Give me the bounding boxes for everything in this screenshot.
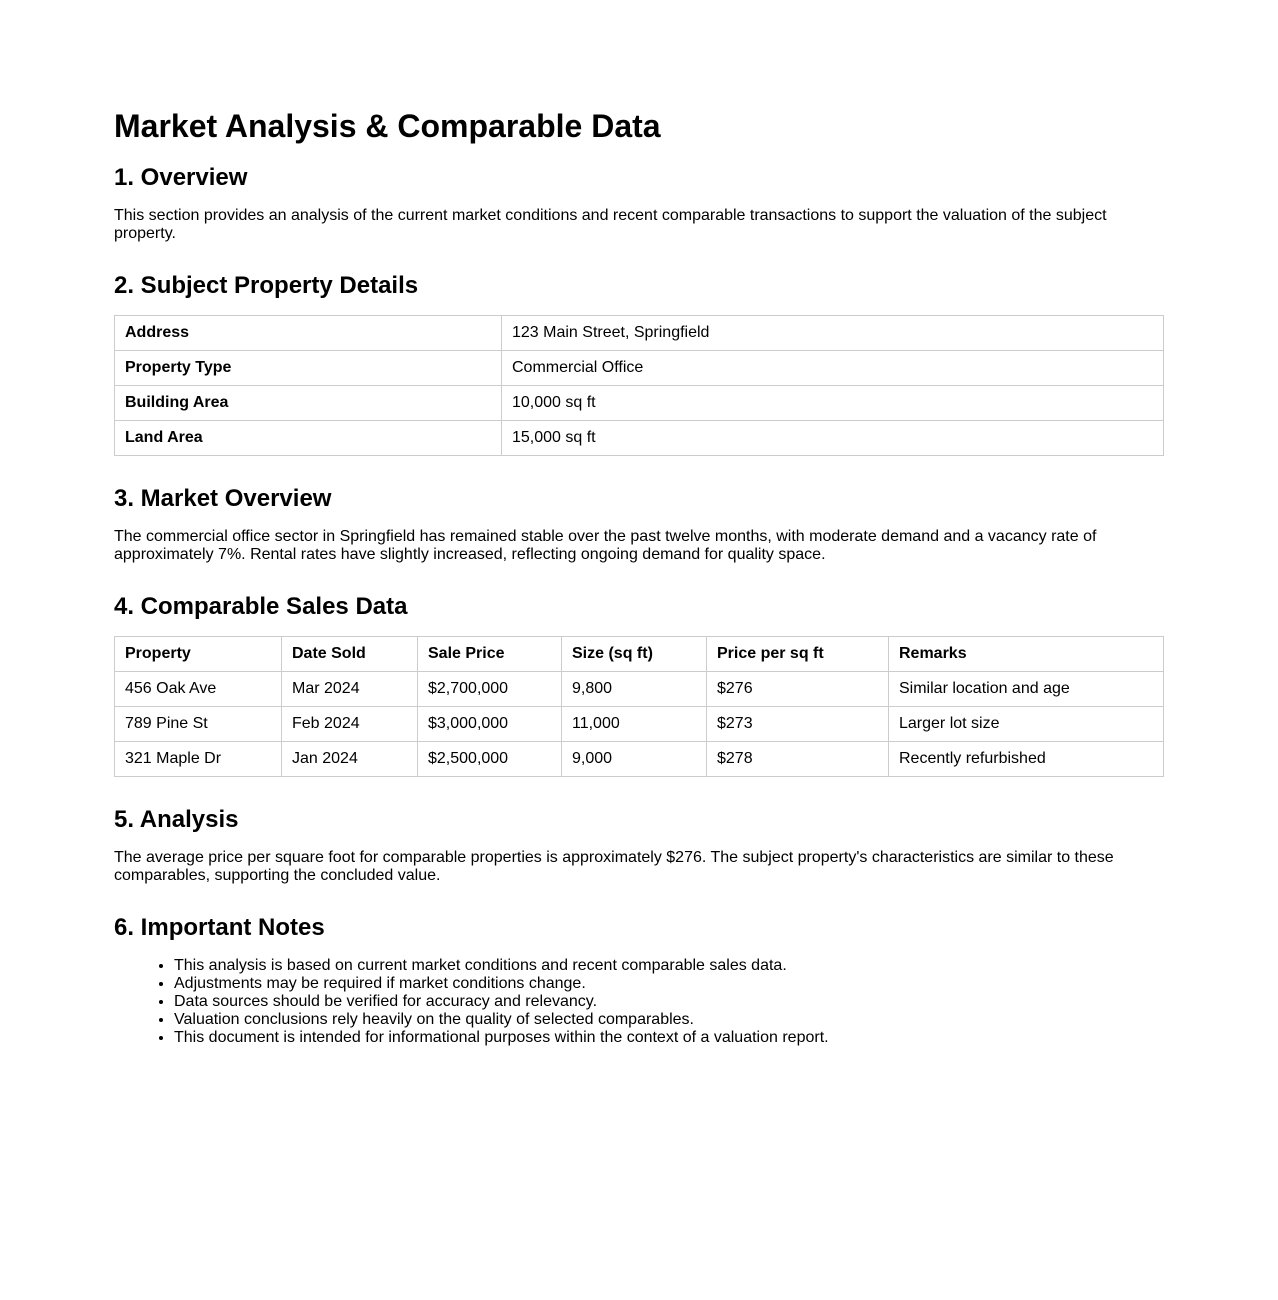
list-item: • This document is intended for informational purposes within the context of a valuation report. bbox=[174, 1029, 1164, 1047]
table-cell: $278 bbox=[707, 742, 889, 777]
subject-heading: 2. Subject Property Details bbox=[114, 272, 419, 299]
address-label: Address bbox=[115, 316, 502, 351]
column-header: Remarks bbox=[889, 637, 1164, 672]
land-area-value: 15,000 sq ft bbox=[502, 421, 1164, 456]
market-text: The commercial office sector in Springfield has remained stable over the past twelve months, with moderate demand and a vacancy rate of approximately 7%. Rental rates have slightly increased, reflecting ongoing demand for quality space. bbox=[114, 528, 1097, 563]
table-cell: $2,500,000 bbox=[418, 742, 562, 777]
table-row bbox=[115, 707, 1164, 742]
comparables-heading: 4. Comparable Sales Data bbox=[114, 593, 408, 620]
table-header-row bbox=[115, 637, 1164, 672]
table-row bbox=[115, 421, 1164, 456]
table-cell: 11,000 bbox=[562, 707, 707, 742]
notes-list bbox=[114, 957, 1164, 1047]
table-cell: $276 bbox=[707, 672, 889, 707]
land-area-label: Land Area bbox=[115, 421, 502, 456]
page-title: Market Analysis & Comparable Data bbox=[114, 108, 661, 144]
column-header: Price per sq ft bbox=[707, 637, 889, 672]
table-cell: Larger lot size bbox=[889, 707, 1164, 742]
list-item: • Valuation conclusions rely heavily on the quality of selected comparables. bbox=[174, 1011, 1164, 1029]
table-cell: Feb 2024 bbox=[282, 707, 418, 742]
table-row bbox=[115, 742, 1164, 777]
column-header: Date Sold bbox=[282, 637, 418, 672]
table-cell: Similar location and age bbox=[889, 672, 1164, 707]
building-area-value: 10,000 sq ft bbox=[502, 386, 1164, 421]
table-cell: Mar 2024 bbox=[282, 672, 418, 707]
column-header: Sale Price bbox=[418, 637, 562, 672]
analysis-text: The average price per square foot for comparable properties is approximately $276. The subject property's characteristics are similar to these comparables, supporting the concluded value. bbox=[114, 849, 1114, 884]
overview-text: This section provides an analysis of the current market conditions and recent comparable transactions to support the valuation of the subject property. bbox=[114, 207, 1107, 242]
list-item: • This analysis is based on current market conditions and recent comparable sales data. bbox=[174, 957, 1164, 975]
table-row bbox=[115, 672, 1164, 707]
table-cell: 321 Maple Dr bbox=[115, 742, 282, 777]
address-value: 123 Main Street, Springfield bbox=[502, 316, 1164, 351]
comparables-table bbox=[114, 636, 1164, 777]
property-type-label: Property Type bbox=[115, 351, 502, 386]
analysis-heading: 5. Analysis bbox=[114, 806, 239, 833]
subject-property-table bbox=[114, 315, 1164, 456]
list-item: • Adjustments may be required if market conditions change. bbox=[174, 975, 1164, 993]
table-cell: $3,000,000 bbox=[418, 707, 562, 742]
column-header: Size (sq ft) bbox=[562, 637, 707, 672]
market-heading: 3. Market Overview bbox=[114, 485, 332, 512]
table-cell: 9,800 bbox=[562, 672, 707, 707]
document-page bbox=[114, 0, 1164, 1047]
building-area-label: Building Area bbox=[115, 386, 502, 421]
property-type-value: Commercial Office bbox=[502, 351, 1164, 386]
table-row bbox=[115, 316, 1164, 351]
column-header: Property bbox=[115, 637, 282, 672]
table-row bbox=[115, 351, 1164, 386]
table-cell: Jan 2024 bbox=[282, 742, 418, 777]
table-cell: $2,700,000 bbox=[418, 672, 562, 707]
table-cell: 789 Pine St bbox=[115, 707, 282, 742]
table-cell: Recently refurbished bbox=[889, 742, 1164, 777]
notes-heading: 6. Important Notes bbox=[114, 914, 325, 941]
overview-heading: 1. Overview bbox=[114, 164, 248, 191]
table-cell: $273 bbox=[707, 707, 889, 742]
table-row bbox=[115, 386, 1164, 421]
list-item: • Data sources should be verified for accuracy and relevancy. bbox=[174, 993, 1164, 1011]
table-cell: 9,000 bbox=[562, 742, 707, 777]
table-cell: 456 Oak Ave bbox=[115, 672, 282, 707]
